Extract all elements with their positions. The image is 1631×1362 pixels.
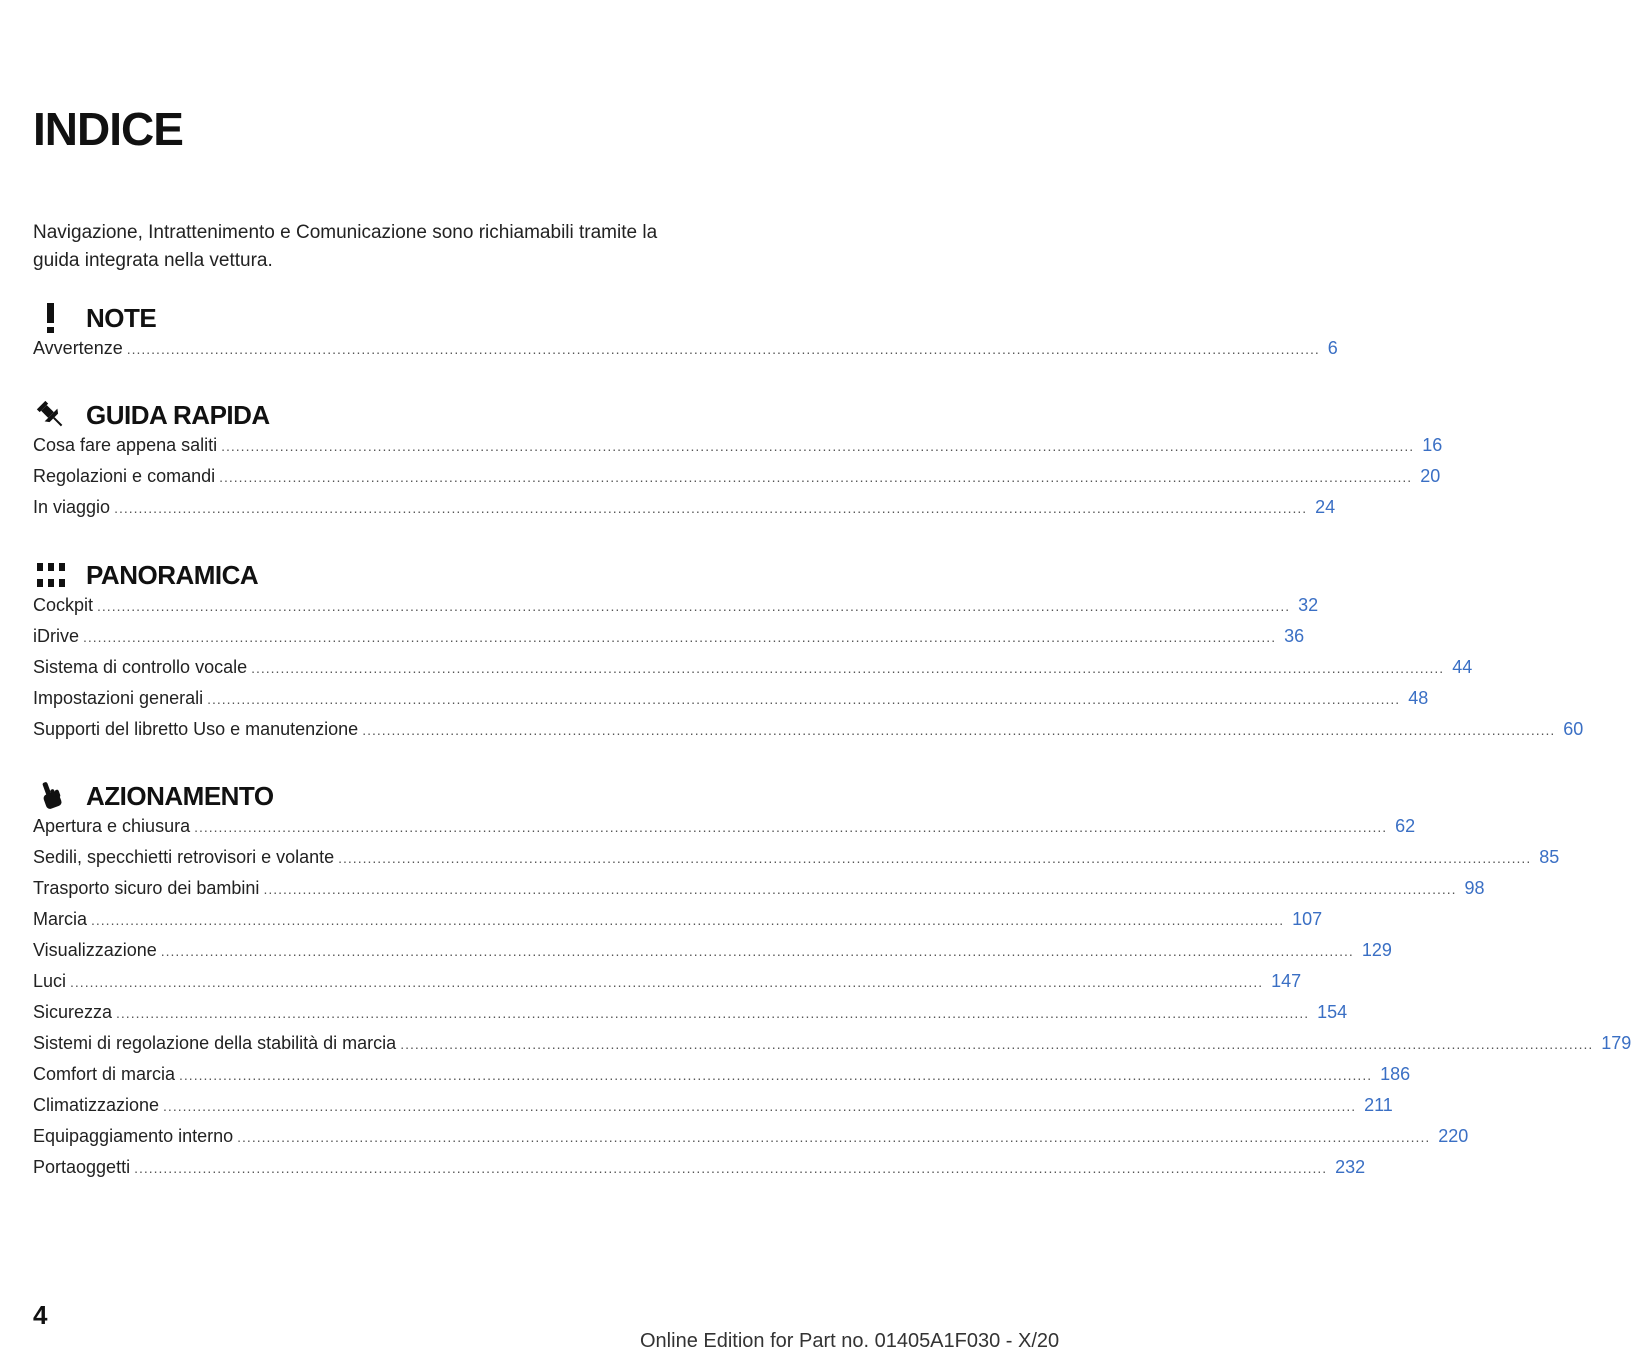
toc-page-link[interactable]: 62 xyxy=(1395,816,1416,836)
section-note xyxy=(33,298,1338,369)
section-title: AZIONAMENTO xyxy=(86,780,274,811)
toc-row[interactable] xyxy=(33,1095,1393,1126)
toc-page-link[interactable]: 6 xyxy=(1327,338,1338,358)
toc-page-link[interactable]: 60 xyxy=(1563,719,1584,739)
toc-label[interactable]: Trasporto sicuro dei bambini xyxy=(33,878,260,898)
toc-row[interactable] xyxy=(33,971,1302,1002)
dot-leader xyxy=(134,1160,1327,1176)
toc-page-link[interactable]: 154 xyxy=(1317,1002,1348,1022)
toc-label[interactable]: Apertura e chiusura xyxy=(33,816,191,836)
toc-label[interactable]: Cockpit xyxy=(33,595,94,615)
toc-page-link[interactable]: 98 xyxy=(1464,878,1485,898)
toc-label[interactable]: Impostazioni generali xyxy=(33,688,204,708)
toc-label[interactable]: Avvertenze xyxy=(33,338,123,358)
toc-label[interactable]: iDrive xyxy=(33,626,80,646)
toc-row[interactable] xyxy=(33,626,1305,657)
toc-page-link[interactable]: 32 xyxy=(1298,595,1319,615)
toc-page-link[interactable]: 147 xyxy=(1271,971,1302,991)
page-number: 4 xyxy=(33,1300,48,1330)
toc-page-link[interactable]: 220 xyxy=(1438,1126,1469,1146)
toc-row[interactable] xyxy=(33,435,1443,466)
dot-leader xyxy=(114,500,1307,516)
toc-row[interactable] xyxy=(33,688,1429,719)
toc-label[interactable]: Sicurezza xyxy=(33,1002,113,1022)
dot-leader xyxy=(263,881,1456,897)
dot-leader xyxy=(194,819,1387,835)
dot-leader xyxy=(237,1129,1430,1145)
toc-row[interactable] xyxy=(33,338,1338,369)
grid-icon xyxy=(33,557,69,593)
dot-leader xyxy=(400,1036,1593,1052)
toc-page-link[interactable]: 36 xyxy=(1284,626,1305,646)
section-header xyxy=(33,776,687,816)
toc-page-link[interactable]: 107 xyxy=(1292,909,1323,929)
toc-page-link[interactable]: 44 xyxy=(1452,657,1473,677)
section-guida-rapida xyxy=(33,395,1443,528)
toc-page-link[interactable]: 16 xyxy=(1422,435,1443,455)
dot-leader xyxy=(70,974,1263,990)
section-header xyxy=(33,555,687,595)
toc-page-link[interactable]: 20 xyxy=(1420,466,1441,486)
toc-row[interactable] xyxy=(33,909,1323,940)
dot-leader xyxy=(207,691,1400,707)
toc-label[interactable]: Sistema di controllo vocale xyxy=(33,657,248,677)
hand-pointer-icon xyxy=(33,778,69,814)
toc-page-link[interactable]: 186 xyxy=(1380,1064,1411,1084)
exclamation-icon xyxy=(33,300,69,336)
section-title: NOTE xyxy=(86,302,157,333)
toc-row[interactable] xyxy=(33,847,1560,878)
footer-edition: Online Edition for Part no. 01405A1F030 - X/20 xyxy=(640,1330,1060,1352)
section-header xyxy=(33,298,687,338)
toc-row[interactable] xyxy=(33,595,1319,626)
toc-row[interactable] xyxy=(33,940,1392,971)
dot-leader xyxy=(251,660,1444,676)
toc-row[interactable] xyxy=(33,1033,1631,1064)
toc-label[interactable]: Marcia xyxy=(33,909,88,929)
toc-label[interactable]: Comfort di marcia xyxy=(33,1064,176,1084)
section-title: GUIDA RAPIDA xyxy=(86,399,270,430)
toc-label[interactable]: Sedili, specchietti retrovisori e volante xyxy=(33,847,335,867)
dot-leader xyxy=(97,598,1290,614)
dot-leader xyxy=(338,850,1531,866)
toc-row[interactable] xyxy=(33,1157,1366,1188)
toc-label[interactable]: Equipaggiamento interno xyxy=(33,1126,234,1146)
section-title: PANORAMICA xyxy=(86,559,259,590)
toc-label[interactable]: Portaoggetti xyxy=(33,1157,131,1177)
dot-leader xyxy=(127,341,1320,357)
pushpin-icon xyxy=(33,397,69,433)
toc-row[interactable] xyxy=(33,816,1416,847)
intro-text: Navigazione, Intrattenimento e Comunicazione sono richiamabili tramite la guida integrata nella vettura. xyxy=(33,222,658,271)
section-azionamento xyxy=(33,776,1631,1188)
toc-label[interactable]: Visualizzazione xyxy=(33,940,157,960)
dot-leader xyxy=(83,629,1276,645)
toc-page-link[interactable]: 179 xyxy=(1601,1033,1631,1053)
toc-page-link[interactable]: 85 xyxy=(1539,847,1560,867)
toc-page-link[interactable]: 211 xyxy=(1364,1095,1393,1115)
toc-page-link[interactable]: 48 xyxy=(1408,688,1429,708)
dot-leader xyxy=(161,943,1354,959)
toc-label[interactable]: Luci xyxy=(33,971,67,991)
toc-row[interactable] xyxy=(33,657,1473,688)
dot-leader xyxy=(221,438,1414,454)
toc-label[interactable]: Regolazioni e comandi xyxy=(33,466,216,486)
dot-leader xyxy=(163,1098,1356,1114)
toc-row[interactable] xyxy=(33,1064,1411,1095)
toc-label[interactable]: Climatizzazione xyxy=(33,1095,160,1115)
toc-row[interactable] xyxy=(33,719,1584,750)
toc-row[interactable] xyxy=(33,1126,1469,1157)
toc-page-link[interactable]: 129 xyxy=(1361,940,1392,960)
toc-row[interactable] xyxy=(33,878,1485,909)
toc-row[interactable] xyxy=(33,497,1336,528)
dot-leader xyxy=(219,469,1412,485)
section-panoramica xyxy=(33,555,1584,750)
dot-leader xyxy=(91,912,1284,928)
toc-label[interactable]: Supporti del libretto Uso e manutenzione xyxy=(33,719,359,739)
toc-row[interactable] xyxy=(33,1002,1348,1033)
dot-leader xyxy=(116,1005,1309,1021)
toc-label[interactable]: In viaggio xyxy=(33,497,111,517)
section-header xyxy=(33,395,687,435)
dot-leader xyxy=(179,1067,1372,1083)
dot-leader xyxy=(362,722,1555,738)
toc-page-link[interactable]: 232 xyxy=(1335,1157,1366,1177)
toc-label[interactable]: Sistemi di regolazione della stabilità di marcia xyxy=(33,1033,397,1053)
toc-page-link[interactable]: 24 xyxy=(1315,497,1336,517)
page-title: INDICE xyxy=(33,103,183,155)
toc-label[interactable]: Cosa fare appena saliti xyxy=(33,435,218,455)
toc-row[interactable] xyxy=(33,466,1441,497)
